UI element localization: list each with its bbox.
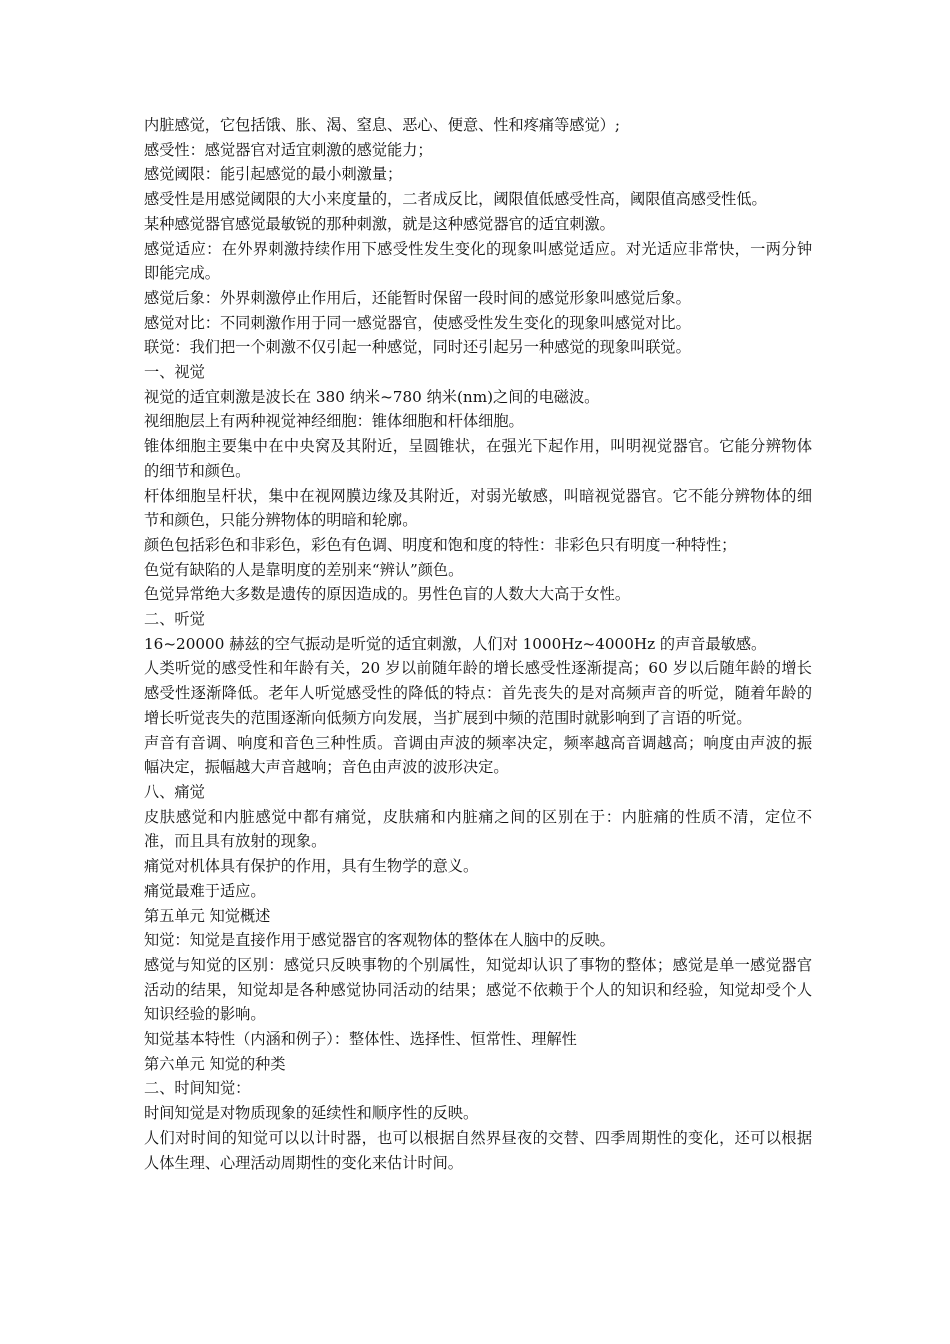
- heading-pain: 八、痛觉: [144, 782, 205, 801]
- paragraph-visual-cells: 视细胞层上有两种视觉神经细胞：锥体细胞和杆体细胞。: [144, 412, 524, 431]
- paragraph-auditory-stimulus: 16~20000 赫兹的空气振动是听觉的适宜刺激，人们对 1000Hz~4000Hz 的声音最敏感。: [144, 634, 767, 653]
- heading-unit-six: 第六单元 知觉的种类: [144, 1054, 286, 1073]
- paragraph-threshold-relation: 感受性是用感觉阈限的大小来度量的，二者成反比，阈限值低感受性高，阈限值高感受性低。: [144, 190, 767, 209]
- paragraph-pain-protection: 痛觉对机体具有保护的作用，具有生物学的意义。: [144, 857, 479, 876]
- paragraph-pain-types: 皮肤感觉和内脏感觉中都有痛觉，皮肤痛和内脏痛之间的区别在于：内脏痛的性质不清，定位不准，而且具有放射的现象。: [144, 807, 812, 851]
- document-page: [144, 113, 812, 1175]
- paragraph-rod-cells: 杆体细胞呈杆状，集中在视网膜边缘及其附近，对弱光敏感，叫暗视觉器官。它不能分辨物体的细节和颜色，只能分辨物体的明暗和轮廓。: [144, 486, 812, 530]
- paragraph-sensory-adaptation: 感觉适应：在外界刺激持续作用下感受性发生变化的现象叫感觉适应。对光适应非常快，一两分钟即能完成。: [144, 239, 812, 283]
- heading-unit-five: 第五单元 知觉概述: [144, 906, 271, 925]
- paragraph-cone-cells: 锥体细胞主要集中在中央窝及其附近，呈圆锥状，在强光下起作用，叫明视觉器官。它能分辨物体的细节和颜色。: [144, 437, 812, 480]
- paragraph-sound-properties: 声音有音调、响度和音色三种性质。音调由声波的频率决定，频率越高音调越高；响度由声波的振幅决定，振幅越大声音越响；音色由声波的波形决定。: [144, 733, 812, 777]
- heading-time-perception: 二、时间知觉：: [144, 1079, 251, 1098]
- heading-hearing: 二、听觉: [144, 610, 205, 629]
- paragraph-pain-adaptation: 痛觉最难于适应。: [144, 881, 266, 900]
- paragraph-perception-properties: 知觉基本特性（内涵和例子）：整体性、选择性、恒常性、理解性: [144, 1030, 577, 1049]
- paragraph-color-deficiency: 色觉有缺陷的人是靠明度的差别来“辨认”颜色。: [144, 560, 464, 579]
- heading-vision: 一、视觉: [144, 363, 205, 382]
- paragraph-visual-stimulus: 视觉的适宜刺激是波长在 380 纳米~780 纳米(nm)之间的电磁波。: [144, 387, 600, 406]
- paragraph-visceral-sensation: 内脏感觉，它包括饿、胀、渴、窒息、恶心、便意、性和疼痛等感觉）;: [144, 116, 620, 134]
- paragraph-afterimage: 感觉后象：外界刺激停止作用后，还能暂时保留一段时间的感觉形象叫感觉后象。: [144, 288, 691, 307]
- paragraph-sensation-vs-perception: 感觉与知觉的区别：感觉只反映事物的个别属性，知觉却认识了事物的整体；感觉是单一感觉器官活动的结果，知觉却是各种感觉协同活动的结果；感觉不依赖于个人的知识和经验，知觉却受个人知识经验的影响。: [144, 955, 812, 1024]
- paragraph-sensory-threshold: 感觉阈限：能引起感觉的最小刺激量；: [144, 165, 403, 184]
- paragraph-perception-definition: 知觉：知觉是直接作用于感觉器官的客观物体的整体在人脑中的反映。: [144, 931, 615, 950]
- paragraph-sensory-contrast: 感觉对比：不同刺激作用于同一感觉器官，使感受性发生变化的现象叫感觉对比。: [144, 313, 691, 332]
- paragraph-sensitivity: 感受性：感觉器官对适宜刺激的感觉能力；: [144, 140, 433, 159]
- paragraph-adequate-stimulus: 某种感觉器官感觉最敏锐的那种刺激，就是这种感觉器官的适宜刺激。: [144, 214, 615, 233]
- paragraph-color-properties: 颜色包括彩色和非彩色，彩色有色调、明度和饱和度的特性：非彩色只有明度一种特性；: [144, 535, 737, 554]
- paragraph-hearing-age: 人类听觉的感受性和年龄有关，20 岁以前随年龄的增长感受性逐渐提高；60 岁以后随年龄的增长感受性逐渐降低。老年人听觉感受性的降低的特点：首先丧失的是对高频声音的听觉，随着年龄的增长听觉丧失的范围逐渐向低频方向发展，当扩展到中频的范围时就影响到了言语的听觉。: [144, 659, 812, 727]
- paragraph-time-perception-definition: 时间知觉是对物质现象的延续性和顺序性的反映。: [144, 1104, 479, 1123]
- paragraph-synesthesia: 联觉：我们把一个刺激不仅引起一种感觉，同时还引起另一种感觉的现象叫联觉。: [144, 338, 691, 357]
- paragraph-time-estimation: 人们对时间的知觉可以以计时器，也可以根据自然界昼夜的交替、四季周期性的变化，还可以根据人体生理、心理活动周期性的变化来估计时间。: [144, 1128, 812, 1172]
- paragraph-color-blindness: 色觉异常绝大多数是遗传的原因造成的。男性色盲的人数大大高于女性。: [144, 585, 630, 604]
